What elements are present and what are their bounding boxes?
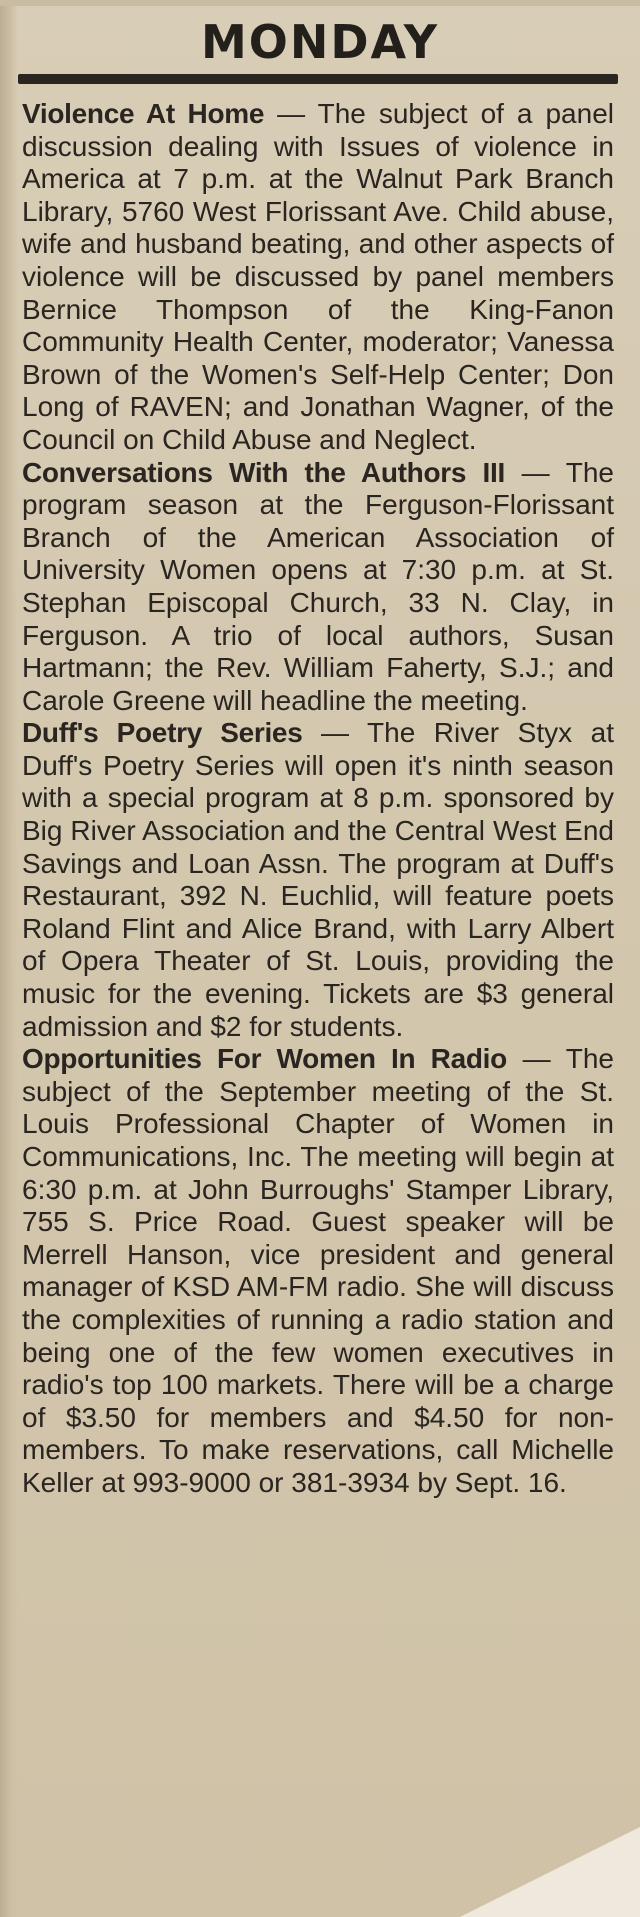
item-text: — The program season at the Ferguson-Florissant Branch of the American Association of University Women opens at 7:30 p.m. at St. Stephan Episcopal Church, 33 N. Clay, in Ferguson. A trio of local authors, Susan Hartmann; the Rev. William Faherty, S.J.; and Carole Greene will headline the meeting. — [22, 456, 614, 716]
item-headline: Conversations With the Authors III — [22, 456, 505, 488]
listing-item — [22, 457, 614, 718]
listing-item — [22, 1043, 614, 1499]
page-top-edge — [0, 0, 640, 6]
listing-item — [22, 98, 614, 457]
item-text: — The subject of the September meeting of the St. Louis Professional Chapter of Women in Communications, Inc. The meeting will begin at 6:30 p.m. at John Burroughs' Stamper Library, 755 S. Price Road. Guest speaker will be Merrell Hanson, vice president and general manager of KSD AM-FM radio. She will discuss the complexities of running a radio station and being one of the few women executives in radio's top 100 markets. There will be a charge of $3.50 for members and $4.50 for non-members. To make reservations, call Michelle Keller at 993-9000 or 381-3934 by Sept. 16. — [22, 1043, 614, 1498]
listing-item — [22, 717, 614, 1043]
section-title: MONDAY — [200, 15, 440, 69]
item-text: — The subject of a panel discussion dealing with Issues of violence in America at 7 p.m. at the Walnut Park Branch Library, 5760 West Florissant Ave. Child abuse, wife and husband beating, and other aspects of violence will be discussed by panel members Bernice Thompson of the King-Fanon Community Health Center, moderator; Vanessa Brown of the Women's Self-Help Center; Don Long of RAVEN; and Jonathan Wagner, of the Council on Child Abuse and Neglect. — [22, 98, 614, 455]
item-headline: Violence At Home — [22, 98, 265, 129]
listing-body — [22, 98, 614, 1500]
page-edge-shadow — [0, 0, 18, 1917]
item-text: — The River Styx at Duff's Poetry Series will open it's ninth season with a special program at 8 p.m. sponsored by Big River Association and the Central West End Savings and Loan Assn. The program at Duff's Restaurant, 392 N. Euchlid, will feature poets Roland Flint and Alice Brand, with Larry Albert of Opera Theater of St. Louis, providing the music for the evening. Tickets are $3 general admission and $2 for students. — [22, 717, 614, 1042]
item-headline: Opportunities For Women In Radio — [22, 1043, 507, 1075]
section-header — [0, 14, 640, 70]
item-headline: Duff's Poetry Series — [22, 717, 303, 749]
header-rule — [18, 74, 618, 84]
torn-corner — [460, 1827, 640, 1917]
